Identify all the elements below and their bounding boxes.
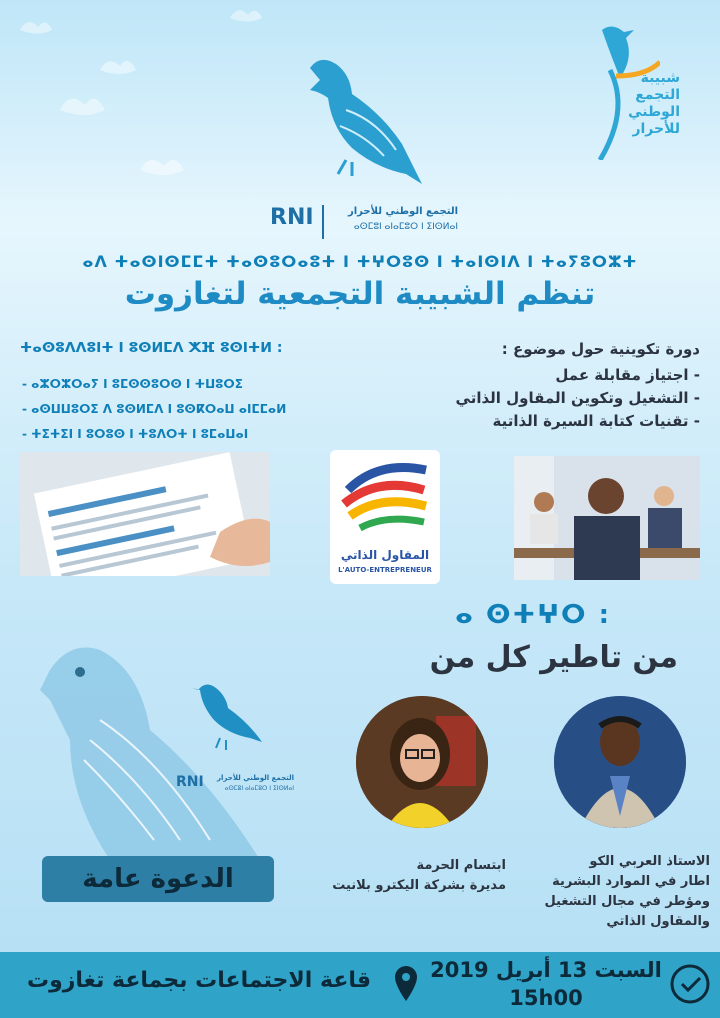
location-pin-icon [392, 964, 420, 1004]
auto-entrepreneur-logo [330, 450, 440, 584]
course-list-tifinagh: - ⴰⵣⵔⵣⵔⴰⵢ ⵏ ⵓⵎⵙⵙⵓⵔⵙ ⵏ ⵜⵡⵓⵔⵉ - ⴰⵙⵡⵡⵓⵔⵉ ⴷ ⵓⵙⵍⵎⴷ ⵏ ⵓⵙⴽⵔⴰⵡ ⴰⵏⵎⵎⴰⵍ - ⵜⵉⵜⵉⵏ ⵏ ⵓⵔⵓⵙ ⵏ ⵜⵓⴷⵔⵜ ⵏ ⵓⵎⴰⵡⴰⵏ [22, 377, 287, 441]
clock-icon [668, 962, 712, 1006]
public-invitation-label: الدعوة عامة [82, 864, 234, 894]
cv-document-photo [20, 452, 270, 576]
speaker-larbi-photo [554, 696, 686, 828]
course-title-arabic: دورة تكوينية حول موضوع : [501, 340, 700, 358]
supervision-title-tifinagh: ⴰ ⵙⵜⵖⵔ : [455, 600, 611, 630]
speaker-larbi-name: الاستاذ العربي الكو [589, 854, 710, 869]
speaker-larbi-role-3: والمقاول الذاتي [606, 914, 710, 929]
speaker-larbi-info [500, 852, 710, 932]
small-dove-icon [190, 676, 280, 756]
supervision-title-arabic: من تاطير كل من [429, 640, 678, 675]
speaker-ibtissam-role: مديرة بشركة اليكترو بلانيت [332, 878, 506, 893]
small-rni-logo-arabic: التجمع الوطني للأحرار [217, 774, 294, 782]
speaker-ibtissam-photo [356, 696, 488, 828]
rni-logo-tifinagh: ⴰⵙⵎⵓⵏ ⴰⵏⴰⵎⵓⵔ ⵏ ⵉⵏⵙⵍⴰⵏ [353, 222, 458, 232]
rni-logo-divider [322, 205, 324, 239]
speaker-larbi-role-1: اطار في الموارد البشرية [552, 874, 710, 889]
headline-tifinagh: ⴰⴷ ⵜⴰⵙⵏⵙⵎⵎⵜ ⵜⴰⵙⵓⵔⴰⵓⵜ ⵏ ⵜⵖⵔⵓⵙ ⵏ ⵜⴰⵏⵙⵏⴷ ⵏ ⵜⴰⵢⵓⵔⵣⵜ [82, 252, 638, 271]
speaker-larbi-role-2: ومؤطر في مجال التشغيل [544, 894, 710, 909]
small-rni-logo-tifinagh: ⴰⵙⵎⵓⵏ ⴰⵏⴰⵎⵓⵔ ⵏ ⵉⵏⵙⵍⴰⵏ [224, 785, 294, 792]
event-time: 15h00 [509, 986, 583, 1010]
small-rni-logo: RNI [176, 774, 204, 790]
rni-logo-arabic: التجمع الوطني للأحرار [348, 206, 458, 217]
speaker-ibtissam-name: ابتسام الحرمة [416, 858, 506, 873]
shabiba-logo-text: شبيبة التجمع الوطني للأحرار [628, 70, 680, 137]
rni-logo: RNI [270, 205, 314, 230]
interview-photo [514, 456, 700, 580]
course-item-employment: - التشغيل وتكوين المقاول الذاتي [455, 389, 700, 407]
course-list-arabic [400, 364, 700, 433]
course-item-interview: - اجتياز مقابلة عمل [555, 366, 700, 384]
headline-arabic: تنظم الشبيبة التجمعية لتغازوت [124, 276, 596, 312]
auto-entrepreneur-swirl-icon [330, 450, 440, 540]
auto-entrepreneur-french: L'AUTO-ENTREPRENEUR [338, 566, 432, 574]
auto-entrepreneur-arabic: المقاول الذاتي [340, 548, 430, 562]
rni-dove-icon [296, 50, 426, 195]
event-date: السبت 13 أبريل 2019 [430, 958, 662, 982]
course-title-tifinagh: ⵜⴰⵙⵓⴷⴷⵓⵏⵜ ⵏ ⵓⵙⵍⵎⴷ ⵅⴼ ⵓⵙⵏⵜⵍ : [20, 340, 283, 356]
event-location: قاعة الاجتماعات بجماعة تغازوت [26, 968, 372, 993]
course-item-cv: - تقنيات كتابة السيرة الذاتية [492, 412, 700, 430]
speaker-ibtissam-info [300, 856, 506, 896]
public-invitation-badge [42, 856, 274, 902]
